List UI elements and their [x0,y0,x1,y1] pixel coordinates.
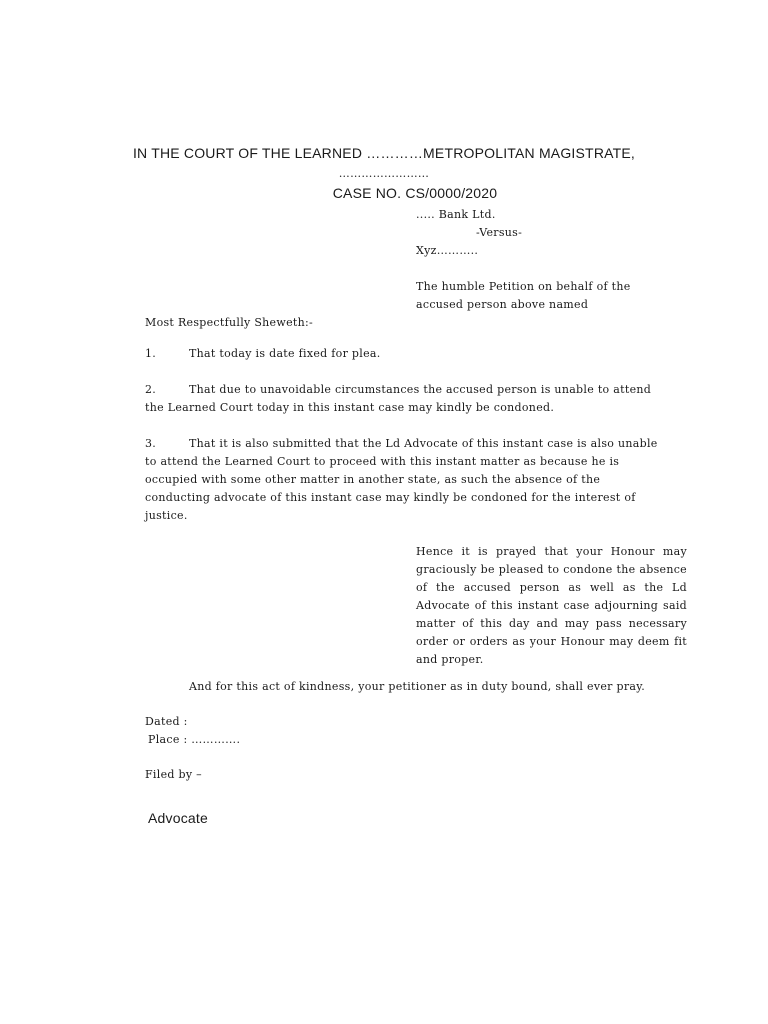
closing-line: And for this act of kindness, your petitioner as in duty bound, shall ever pray. [189,680,646,693]
advocate-signatory: Advocate [148,810,208,826]
salutation: Most Respectfully Sheweth:- [145,316,314,329]
paragraph-number: 2. [145,383,157,396]
paragraph-number: 1. [145,347,157,360]
place-label: Place : …………. [148,733,241,746]
petition-description-line2: accused person above named [416,298,589,311]
paragraph-number: 3. [145,437,157,450]
prayer-paragraph: Hence it is prayed that your Honour may graciously be pleased to condone the absence of the accused person as well as the Ld Advocate of this instant case adjourning said matter of this day and may pass necessary order or orders as your Honour may deem fit and proper. [416,545,687,666]
paragraph-line: occupied with some other matter in another state, as such the absence of the [145,473,601,486]
paragraph-line: That it is also submitted that the Ld Advocate of this instant case is also unable [189,437,658,450]
accused-name: Xyz……….. [416,244,479,257]
paragraph-line: the Learned Court today in this instant case may kindly be condoned. [145,401,555,414]
paragraph-1 [145,345,690,363]
paragraph-line: That today is date fixed for plea. [189,347,381,360]
case-number: CASE NO. CS/0000/2020 [332,185,498,201]
petition-description-line1: The humble Petition on behalf of the [416,280,631,293]
paragraph-line: justice. [145,509,188,522]
paragraph-line: to attend the Learned Court to proceed with this instant matter as because he is [145,455,620,468]
paragraph-3 [145,435,690,525]
paragraph-line: That due to unavoidable circumstances the accused person is unable to attend [189,383,652,396]
paragraph-line: conducting advocate of this instant case may kindly be condoned for the interest of [145,491,636,504]
plaintiff-name: ..... Bank Ltd. [416,208,496,221]
filed-by-label: Filed by – [145,768,202,781]
paragraph-2 [145,381,690,417]
dated-label: Dated : [145,715,188,728]
court-location-placeholder: …………………… [338,167,430,180]
court-title: IN THE COURT OF THE LEARNED …………METROPOLITAN MAGISTRATE, [132,145,636,161]
versus-label: -Versus- [476,226,523,239]
